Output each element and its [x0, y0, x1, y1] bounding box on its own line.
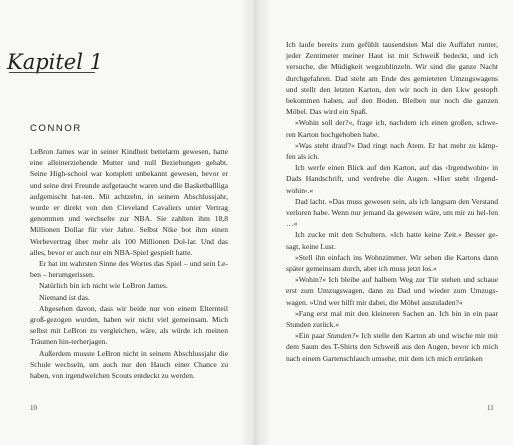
paragraph: Dad lacht. »Das muss gewesen sein, als ich langsam den Verstand verloren habe. Wenn nur jemand da gewesen wäre, um mir zu hel-fen …«: [286, 196, 498, 229]
paragraph: »Stell ihn einfach ins Wohnzimmer. Wir sehen die Kartons dann später gemeinsam durch, aber ich muss jetzt los.«: [286, 252, 498, 274]
paragraph: Ich laufe bereits zum gefühlt tausendsten Mal die Auffahrt runter, jeder Zentimeter meiner Haut ist mit Schweiß bedeckt, und ich versuche, die Müdigkeit wegzublinzeln. Wir sind die ganze Nacht durchgefahren. Dad steht am Ende des gemieteten Umzugswagens und stellt den letzten Karton, den wir noch in den Lkw gestopft bekommen haben, auf den Boden. Bleiben nur noch die ganzen Möbel. Das wird ein Spaß.: [286, 40, 498, 117]
paragraph: Niemand ist das.: [39, 292, 90, 302]
paragraph: »Wohin?« Ich bleibe auf halbem Weg zur Tür stehen und schaue erst zum Umzugswagen, dann zu Dad und wieder zum Umzugs-wagen. »Und wer hilft mir dabei, die Möbel auszuladen?«: [286, 275, 498, 307]
paragraph: »Was steht drauf?« Dad ringt nach Atem. Er hat mehr zu kämp-fen als ich.: [286, 140, 498, 162]
page-number: 10: [30, 404, 37, 412]
paragraph: »Ein paar Stunden?« Ich stelle den Karton ab und wische mir mit dem Saum des T-Shirts den Schweiß aus den Augen, bevor ich mich nach einem Gartenschlauch umsehe, mit dem ich mich ertränken: [286, 331, 498, 363]
paragraph: Außerdem musste LeBron nicht in seinem Abschlussjahr die Schule wechseln, um auch nur den Hauch einer Chance zu haben, von irgendwelchen Scouts entdeckt zu werden.: [30, 348, 228, 381]
paragraph: »Wohin soll der?«, frage ich, nachdem ich einen großen, schwe-ren Karton hochgehoben habe.: [286, 118, 498, 139]
character-name: CONNOR: [30, 123, 82, 134]
paragraph: LeBron James war in seiner Kindheit bettelarm gewesen, hatte eine alleinerziehende Mutter und null Beziehungen gehabt. Seine High-school war komplett unbekannt gewesen, bevor er und seine drei Freunde aufgetaucht waren und die Basketballliga aufgemischt hat-ten. Mit achtzehn, in seinem Abschlussjahr, wurde er direkt von den Cleveland Cavaliers unter Vertrag genommen und wechselte zur NBA. Sie zahlten ihm 18,8 Millionen Dollar für vier Jahre. Selbst Nike bot ihm einen Werbevertrag über mehr als 100 Millionen Dol-lar. Und das alles, bevor er auch nur ein NBA-Spiel gespielt hatte.: [30, 147, 228, 257]
paragraph: »Fang erst mal mit den kleineren Sachen an. Ich bin in ein paar Stunden zurück.«: [286, 308, 498, 330]
left-page-text: [30, 146, 228, 381]
gutter-shadow: [257, 0, 271, 445]
page-number: 11: [487, 404, 494, 412]
chapter-title: Kapitel 1: [7, 50, 103, 74]
emphasis: Stunden?: [327, 331, 356, 341]
paragraph: Er hat im wahrsten Sinne des Wortes das Spiel – und sein Le-ben – herumgerissen.: [30, 259, 228, 280]
gutter-shadow: [240, 0, 254, 445]
right-page-text: [286, 39, 498, 364]
paragraph: Ich werfe einen Blick auf den Karton, auf das ›Irgendwohin‹ in Dads Handschrift, und verdrehe die Augen. »Hier steht ›Irgend-wohin‹.«: [286, 163, 498, 195]
paragraph: Natürlich bin ich nicht wie LeBron James.: [39, 281, 168, 291]
paragraph: Ich zucke mit den Schultern. »Ich hatte keine Zeit.« Besser ge-sagt, keine Lust.: [286, 230, 498, 251]
paragraph: Abgesehen davon, dass wir beide nur von einem Elternteil groß-gezogen wurden, haben wir nicht viel gemeinsam. Mich selbst mit LeBron zu vergleichen, wäre, als würde ich meinen Träumen hin-terherjagen.: [30, 303, 228, 347]
right-page: [257, 0, 513, 445]
left-page: [0, 0, 254, 445]
